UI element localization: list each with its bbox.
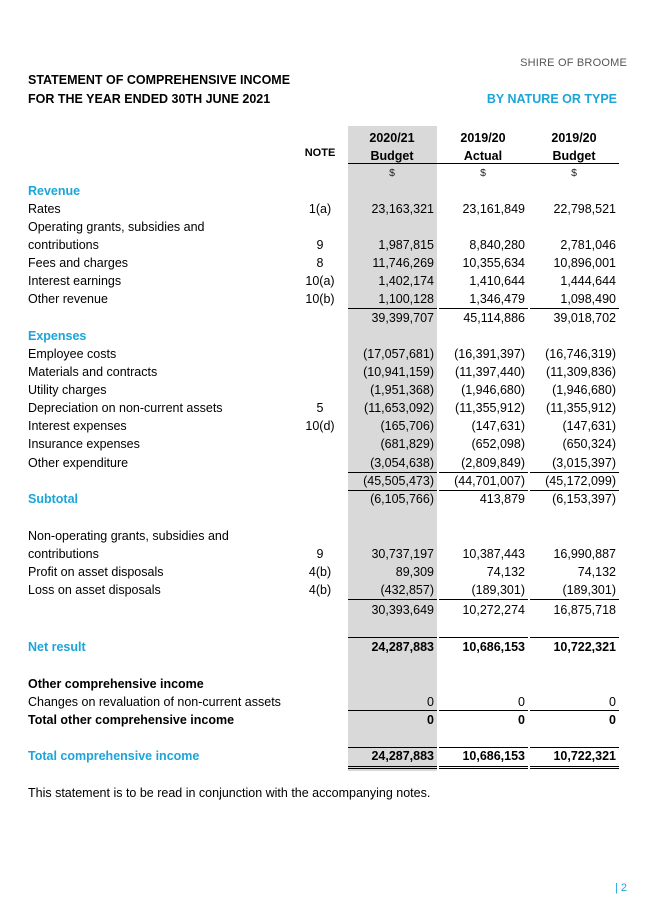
table-row (0, 417, 653, 435)
table-row (0, 581, 653, 599)
row-note: 10(d) (305, 419, 335, 433)
row-note: 10(a) (305, 274, 335, 288)
row-value-v1: 11,746,269 (372, 256, 434, 270)
row-value-v3: (16,746,319) (545, 347, 616, 361)
currency-label: $ (389, 167, 395, 179)
row-value-v2: (1,946,680) (461, 383, 525, 397)
row-value-v2: (652,098) (471, 437, 525, 451)
row-label: Expenses (28, 329, 87, 343)
table-row (0, 363, 653, 381)
subtotal-rule (530, 747, 619, 748)
row-label: contributions (28, 238, 99, 252)
row-value-v3: 0 (609, 713, 616, 727)
row-value-v3: (11,309,836) (546, 365, 616, 379)
row-value-v2: (189,301) (471, 583, 525, 597)
row-value-v3: 16,875,718 (553, 603, 616, 617)
subtotal-rule (348, 747, 437, 748)
row-value-v1: 24,287,883 (371, 640, 434, 654)
double-underline (530, 766, 619, 769)
row-value-v2: (16,391,397) (454, 347, 525, 361)
subtotal-rule (439, 710, 528, 711)
table-row (0, 490, 653, 508)
row-label: Net result (28, 640, 86, 654)
subtotal-rule (439, 490, 528, 491)
row-value-v1: (432,857) (380, 583, 434, 597)
row-value-v1: 1,402,174 (378, 274, 434, 288)
table-row (0, 693, 653, 711)
page-number: | 2 (614, 882, 627, 894)
row-value-v3: 0 (609, 695, 616, 709)
row-note: 10(b) (305, 292, 335, 306)
table-row (0, 472, 653, 490)
row-value-v3: (1,946,680) (552, 383, 616, 397)
row-value-v3: (650,324) (562, 437, 616, 451)
row-label: Other revenue (28, 292, 108, 306)
table-row (0, 527, 653, 545)
row-value-v1: (6,105,766) (370, 492, 434, 506)
subtotal-rule (530, 710, 619, 711)
subtotal-rule (348, 599, 437, 600)
row-value-v3: 10,722,321 (553, 749, 616, 763)
subtotal-rule (348, 308, 437, 309)
table-row (0, 711, 653, 729)
subtotal-rule (530, 490, 619, 491)
table-row (0, 182, 653, 200)
statement-period: FOR THE YEAR ENDED 30TH JUNE 2021 (28, 92, 271, 106)
table-row (0, 200, 653, 218)
row-value-v1: 39,399,707 (371, 311, 434, 325)
row-label: Profit on asset disposals (28, 565, 164, 579)
subtotal-rule (348, 472, 437, 473)
column-type: Actual (463, 149, 503, 163)
row-value-v1: 30,393,649 (371, 603, 434, 617)
column-header-2019-20-actual (439, 129, 527, 165)
row-value-v1: 23,163,321 (371, 202, 434, 216)
row-value-v1: 0 (427, 713, 434, 727)
subtotal-rule (348, 490, 437, 491)
row-value-v3: 10,896,001 (553, 256, 616, 270)
double-underline (439, 766, 528, 769)
row-value-v3: (189,301) (562, 583, 616, 597)
row-value-v1: 30,737,197 (371, 547, 434, 561)
table-row (0, 309, 653, 327)
table-row (0, 290, 653, 308)
subtotal-rule (348, 710, 437, 711)
column-year: 2019/20 (460, 131, 506, 145)
subtotal-rule (439, 599, 528, 600)
row-value-v1: 89,309 (395, 565, 434, 579)
row-value-v2: 10,387,443 (462, 547, 525, 561)
row-value-v2: (44,701,007) (454, 474, 525, 488)
column-year: 2020/21 (369, 131, 415, 145)
row-value-v2: 0 (518, 695, 525, 709)
subtotal-rule (530, 637, 619, 638)
row-value-v1: 0 (427, 695, 434, 709)
row-value-v1: 1,987,815 (378, 238, 434, 252)
subtotal-rule (348, 637, 437, 638)
row-label: Changes on revaluation of non-current assets (28, 695, 281, 709)
row-value-v1: (165,706) (380, 419, 434, 433)
row-value-v3: 22,798,521 (553, 202, 616, 216)
row-label: Fees and charges (28, 256, 129, 270)
row-note: 8 (316, 256, 324, 270)
note-column-header: NOTE (304, 147, 336, 159)
row-value-v3: 16,990,887 (553, 547, 616, 561)
subtotal-rule (439, 747, 528, 748)
table-row (0, 327, 653, 345)
row-value-v2: 10,355,634 (462, 256, 525, 270)
column-type: Budget (370, 149, 414, 163)
row-label: Subtotal (28, 492, 78, 506)
column-header-2019-20-budget (530, 129, 618, 165)
row-label: Depreciation on non-current assets (28, 401, 223, 415)
row-value-v3: (147,631) (562, 419, 616, 433)
row-value-v3: 1,444,644 (560, 274, 616, 288)
table-row (0, 747, 653, 765)
table-row (0, 675, 653, 693)
row-label: Employee costs (28, 347, 117, 361)
row-label: Non-operating grants, subsidies and (28, 529, 229, 543)
row-value-v3: (45,172,099) (545, 474, 616, 488)
table-row (0, 399, 653, 417)
row-label: Rates (28, 202, 61, 216)
row-value-v2: 8,840,280 (469, 238, 525, 252)
row-value-v2: 45,114,886 (463, 311, 525, 325)
row-value-v2: 74,132 (486, 565, 525, 579)
row-label: contributions (28, 547, 99, 561)
table-row (0, 563, 653, 581)
row-value-v2: (147,631) (471, 419, 525, 433)
row-value-v3: 1,098,490 (560, 292, 616, 306)
footnote: This statement is to be read in conjunction with the accompanying notes. (28, 786, 431, 800)
row-label: Interest earnings (28, 274, 122, 288)
row-value-v1: (681,829) (380, 437, 434, 451)
row-value-v3: 10,722,321 (553, 640, 616, 654)
row-value-v2: 0 (518, 713, 525, 727)
row-note: 9 (316, 238, 324, 252)
currency-label: $ (571, 167, 577, 179)
row-label: Utility charges (28, 383, 107, 397)
row-value-v3: (11,355,912) (546, 401, 616, 415)
table-row (0, 545, 653, 563)
column-type: Budget (552, 149, 596, 163)
subtotal-rule (439, 472, 528, 473)
view-label: BY NATURE OR TYPE (486, 92, 617, 106)
table-row (0, 218, 653, 236)
table-row (0, 454, 653, 472)
row-value-v2: (2,809,849) (461, 456, 525, 470)
row-value-v1: (3,054,638) (370, 456, 434, 470)
row-label: Other comprehensive income (28, 677, 204, 691)
row-value-v2: 23,161,849 (462, 202, 525, 216)
row-value-v1: 24,287,883 (371, 749, 434, 763)
row-value-v2: (11,355,912) (455, 401, 525, 415)
currency-label: $ (480, 167, 486, 179)
row-value-v2: 10,272,274 (462, 603, 525, 617)
row-label: Operating grants, subsidies and (28, 220, 205, 234)
table-row (0, 601, 653, 619)
row-value-v2: 413,879 (479, 492, 525, 506)
table-row (0, 254, 653, 272)
row-label: Total other comprehensive income (28, 713, 235, 727)
row-value-v3: 74,132 (577, 565, 616, 579)
row-value-v2: 1,346,479 (469, 292, 525, 306)
subtotal-rule (530, 599, 619, 600)
double-underline (348, 766, 437, 769)
table-row (0, 236, 653, 254)
row-value-v2: 10,686,153 (462, 640, 525, 654)
row-value-v2: 1,410,644 (469, 274, 525, 288)
statement-title: STATEMENT OF COMPREHENSIVE INCOME (28, 73, 291, 87)
row-value-v2: (11,397,440) (455, 365, 525, 379)
row-label: Loss on asset disposals (28, 583, 161, 597)
subtotal-rule (530, 308, 619, 309)
row-label: Materials and contracts (28, 365, 158, 379)
row-label: Insurance expenses (28, 437, 140, 451)
row-value-v3: (6,153,397) (552, 492, 616, 506)
table-row (0, 345, 653, 363)
row-label: Total comprehensive income (28, 749, 200, 763)
column-header-2020-21-budget (348, 129, 436, 165)
row-value-v3: (3,015,397) (552, 456, 616, 470)
row-value-v1: (10,941,159) (363, 365, 434, 379)
table-row (0, 638, 653, 656)
row-value-v1: (17,057,681) (363, 347, 434, 361)
row-value-v1: 1,100,128 (378, 292, 434, 306)
row-label: Interest expenses (28, 419, 127, 433)
row-value-v2: 10,686,153 (462, 749, 525, 763)
column-year: 2019/20 (551, 131, 597, 145)
table-row (0, 272, 653, 290)
row-value-v3: 2,781,046 (560, 238, 616, 252)
header-rule (348, 163, 619, 164)
row-note: 4(b) (308, 565, 332, 579)
table-row (0, 381, 653, 399)
row-note: 5 (316, 401, 324, 415)
row-value-v1: (1,951,368) (370, 383, 434, 397)
subtotal-rule (439, 308, 528, 309)
organisation-name: SHIRE OF BROOME (520, 57, 627, 69)
row-label: Other expenditure (28, 456, 129, 470)
subtotal-rule (439, 637, 528, 638)
row-value-v3: 39,018,702 (553, 311, 616, 325)
row-label: Revenue (28, 184, 81, 198)
row-value-v1: (11,653,092) (364, 401, 434, 415)
row-note: 9 (316, 547, 324, 561)
row-note: 1(a) (308, 202, 332, 216)
table-row (0, 435, 653, 453)
subtotal-rule (530, 472, 619, 473)
row-note: 4(b) (308, 583, 332, 597)
row-value-v1: (45,505,473) (363, 474, 434, 488)
